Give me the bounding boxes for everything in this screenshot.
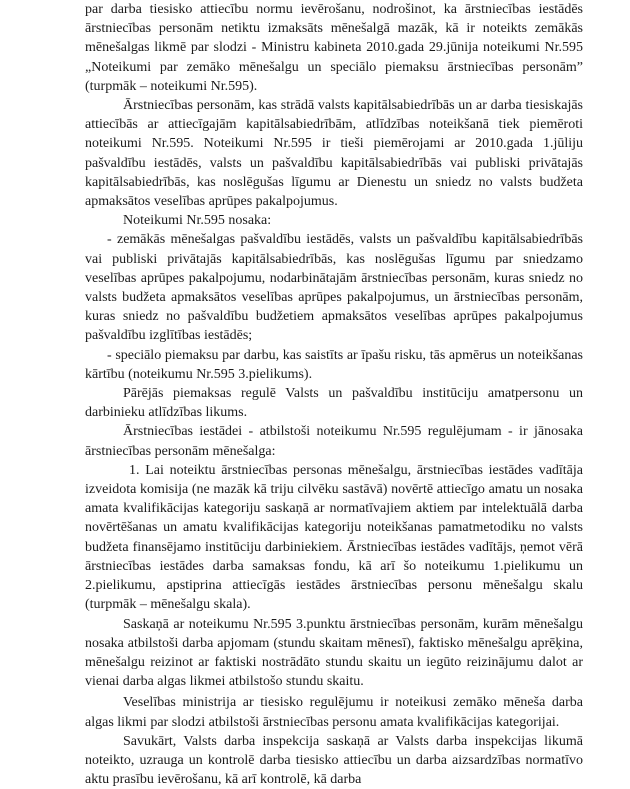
paragraph-institution-duty: Ārstniecības iestādei - atbilstoši noteikumu Nr.595 regulējumam - ir jānosaka ārstniecības personām mēnešalga: [85,424,583,459]
paragraph-work-volume: Saskaņā ar noteikumu Nr.595 3.punktu ārstniecības personām, kurām mēnešalgu nosaka atbilstoši darba apjomam (stundu skaitam mēnesī), faktisko mēnešalgu aprēķina, mēnešalgu reizinot ar faktiski nostrādāto stundu skaitu un iegūto reizinājumu dalot ar vienai darba algas likmei atbilstošo stundu skaitu. [85,616,583,690]
document-body [85,0,583,789]
paragraph-capital-companies: Ārstniecības personām, kas strādā valsts kapitālsabiedrībās un ar darba tiesiskajās attiecībās ar attiecīgajām kapitālsabiedrībām, atlīdzības noteikšanā tiek piemēroti noteikumi Nr.595. Noteikumi Nr.595 ir tieši piemērojami ar 2010.gada 1.jūliju pašvaldību iestādēs, valsts un pašvaldību kapitālsabiedrībās vai publiski privātajās kapitālsabiedrībās, kas noslēgušas līgumu ar Dienestu un sniedz no valsts budžeta apmaksātos veselības aprūpes pakalpojumus. [85,98,583,210]
list-item-minimum-salaries: - zemākās mēnešalgas pašvaldību iestādēs, valsts un pašvaldību kapitālsabiedrībās vai publiski privātajās kapitālsabiedrībās, kas noslēgušas līgumu par sniedzamo veselības aprūpes pakalpojumu, nodarbinātajām ārstniecības personām, kuras sniedz no valsts budžeta apmaksātos veselības aprūpes pakalpojumus, un ārstniecības personām, kuras sniedz no pašvaldību budžetiem apmaksātos veselības aprūpes pakalpojumus pašvaldību izglītības iestādēs; [85,232,583,344]
paragraph-intro-continuation: par darba tiesisko attiecību normu ievērošanu, nodrošinot, ka ārstniecības iestādēs ārstniecības personām netiktu izmaksāts mēnešalgā mazāk, kā ir noteikts zemākās mēnešalgas likmē par slodzi - Ministru kabineta 2010.gada 29.jūnija noteikumi Nr.595 „Noteikumi par zemāko mēnešalgu un speciālo piemaksu ārstniecības personām” (turpmāk – noteikumi Nr.595). [85,2,583,94]
paragraph-other-allowances: Pārējās piemaksas regulē Valsts un pašvaldību institūciju amatpersonu un darbinieku atlīdzības likums. [85,386,583,421]
numbered-item-1: 1. Lai noteiktu ārstniecības personas mēnešalgu, ārstniecības iestādes vadītāja izveidota komisija (ne mazāk kā triju cilvēku sastāvā) novērtē attiecīgo amatu un nosaka amata kvalifikācijas kategoriju saskaņā ar normatīvajiem aktiem par intelektuālā darba novērtēšanas un amatu kvalifikācijas kategoriju noteikšanas pamatmetodiku no valsts budžeta finansējamo institūciju darbiniekiem. Ārstniecības iestādes vadītājs, ņemot vērā ārstniecības iestādes darba samaksas fondu, kā arī šo noteikumu 1.pielikumu un 2.pielikumu, apstiprina attiecīgās iestādes ārstniecības personu mēnešalgu skalu (turpmāk – mēnešalgu skala). [85,462,583,613]
list-item-special-allowance: - speciālo piemaksu par darbu, kas saistīts ar īpašu risku, tās apmērus un noteikšanas kārtību (noteikumu Nr.595 3.pielikums). [85,347,583,382]
paragraph-labour-inspection: Savukārt, Valsts darba inspekcija saskaņā ar Valsts darba inspekcijas likumā noteikto, uzrauga un kontrolē darba tiesisko attiecību un darba aizsardzības normatīvo aktu prasību ievērošanu, kā arī kontrolē, kā darba [85,733,583,788]
paragraph-regulation-scope: Noteikumi Nr.595 nosaka: [123,213,272,229]
paragraph-health-ministry: Veselības ministrija ar tiesisko regulējumu ir noteikusi zemāko mēneša darba algas likmi par slodzi atbilstoši ārstniecības personu amata kvalifikācijas kategorijai. [85,695,583,730]
